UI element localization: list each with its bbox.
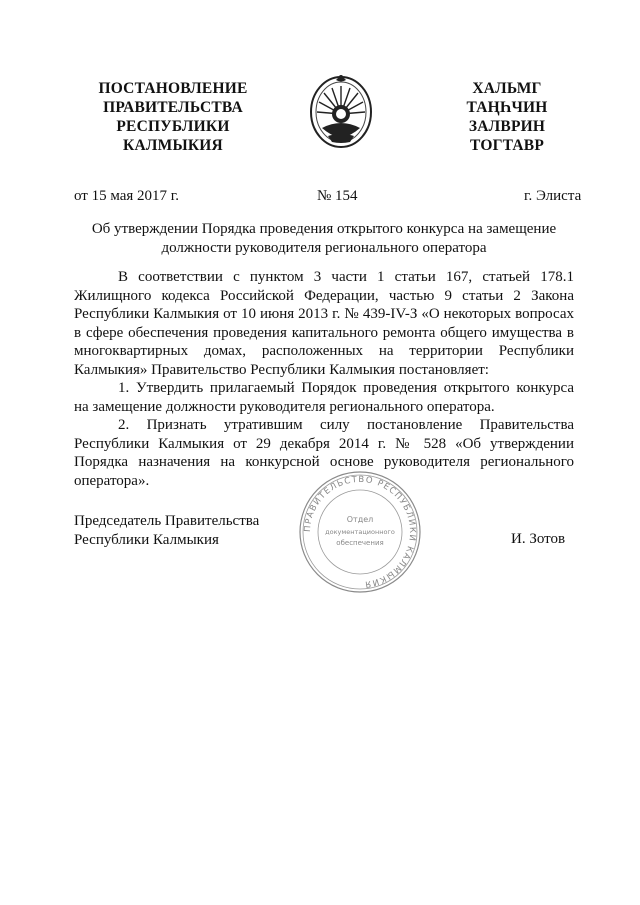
document-city: г. Элиста xyxy=(524,188,582,204)
signatory-position-line: Республики Калмыкия xyxy=(74,532,219,548)
header-right-line: ТОГТАВР xyxy=(469,137,545,154)
signatory-position xyxy=(74,512,259,550)
stamp-ring-text: ПРАВИТЕЛЬСТВО РЕСПУБЛИКИ КАЛМЫКИЯ xyxy=(302,474,418,589)
document-body xyxy=(74,268,574,490)
stamp-center-line: обеспечения xyxy=(336,539,384,547)
header-left-line: РЕСПУБЛИКИ xyxy=(116,118,230,135)
signatory-name: И. Зотов xyxy=(511,531,566,547)
header-right-line: ЗАЛВРИН xyxy=(468,118,546,135)
header-right-title xyxy=(452,79,562,155)
header-left-line: КАЛМЫКИЯ xyxy=(123,137,223,154)
header-right-line: ХАЛЬМГ xyxy=(472,80,542,97)
document-number: № 154 xyxy=(317,188,358,204)
document-title xyxy=(74,220,574,258)
header-left-title xyxy=(88,79,258,155)
header-left-line: ПРАВИТЕЛЬСТВА xyxy=(103,99,243,116)
body-paragraph-item-2: 2. Признать утратившим силу постановление Правительства Республики Калмыкия от 29 декабря 2014 г. № 528 «Об утверждении Порядка назначения на конкурсной основе руководителя регионального оператора». xyxy=(74,417,574,489)
body-paragraph-item-1: 1. Утвердить прилагаемый Порядок проведения открытого конкурса на замещение должности руководителя регионального оператора. xyxy=(74,380,574,415)
title-line: Об утверждении Порядка проведения открытого конкурса на замещение xyxy=(91,221,557,237)
official-stamp xyxy=(298,470,422,594)
kalmykia-emblem-icon xyxy=(306,72,376,150)
stamp-center-line: Отдел xyxy=(346,515,374,524)
document-date: от 15 мая 2017 г. xyxy=(74,188,180,204)
stamp-center-line: документационного xyxy=(325,528,395,536)
header-right-line: ТАҢҺЧИН xyxy=(466,99,548,116)
title-line: должности руководителя регионального оператора xyxy=(161,240,487,256)
signatory-position-line: Председатель Правительства xyxy=(74,513,260,529)
header-left-line: ПОСТАНОВЛЕНИЕ xyxy=(98,80,248,97)
body-paragraph-preamble: В соответствии с пунктом 3 части 1 статьи 167, статьей 178.1 Жилищного кодекса Российской Федерации, частью 9 статьи 2 Закона Республики Калмыкия от 10 июня 2013 г. № 439-IV-З «О некоторых вопросах в сфере обеспечения проведения капитального ремонта общего имущества в многоквартирных домах, расположенных на территории Республики Калмыкия» Правительство Республики Калмыкия постановляет: xyxy=(74,269,574,378)
